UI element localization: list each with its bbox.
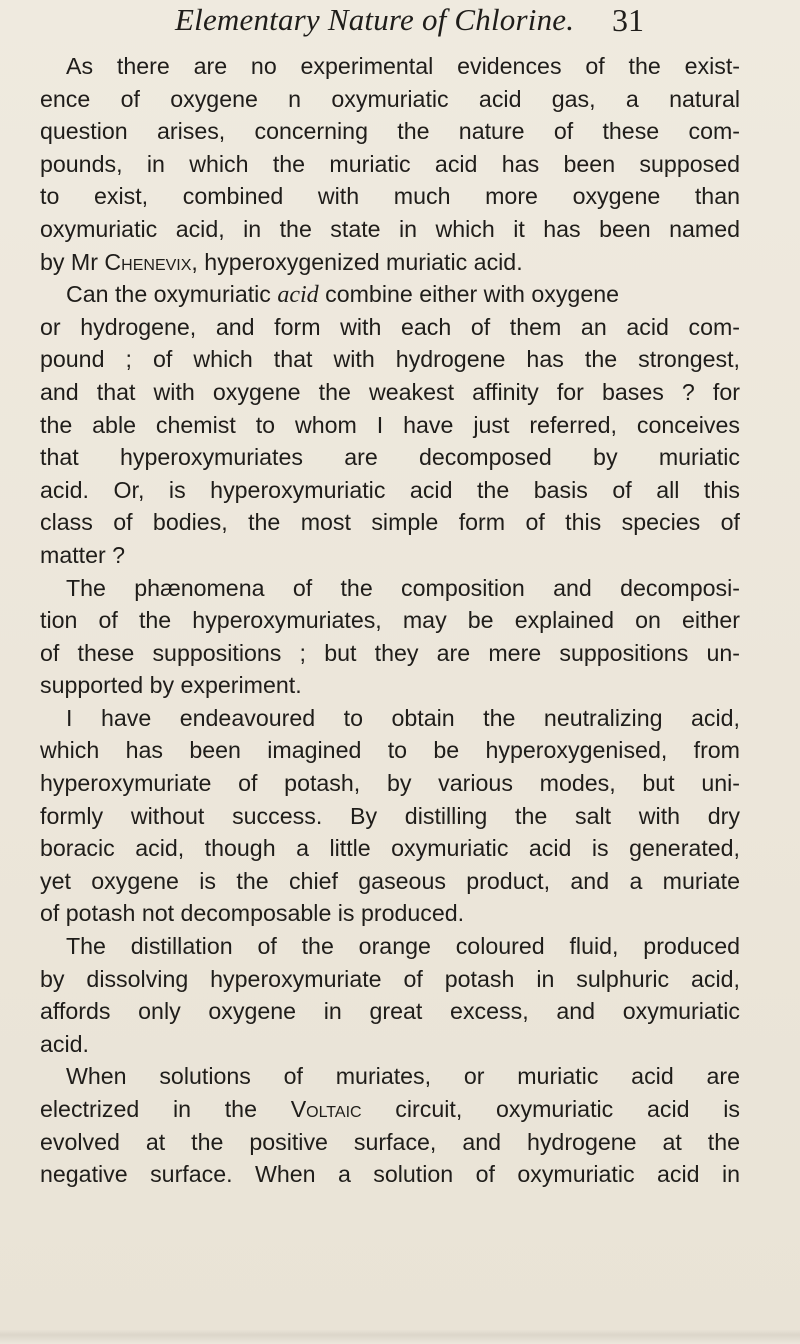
page-number: 31	[612, 2, 644, 38]
text-segment: electrized in the	[40, 1096, 291, 1122]
text-line	[40, 1093, 740, 1126]
body-text	[40, 50, 740, 1191]
text-line: boracic acid, though a little oxymuriatic acid is generated,	[40, 835, 740, 862]
text-line: the able chemist to whom I have just referred, conceives	[40, 411, 740, 438]
text-line: or hydrogene, and form with each of them an acid com-	[40, 313, 740, 340]
text-line: supported by experiment.	[40, 672, 302, 699]
page-header	[0, 0, 800, 42]
text-line: which has been imagined to be hyperoxygenised, from	[40, 737, 740, 764]
text-segment: by Mr	[40, 248, 105, 275]
text-segment: Can the oxymuriatic	[66, 281, 278, 308]
text-line: class of bodies, the most simple form of this species of	[40, 509, 740, 536]
text-line: The distillation of the orange coloured fluid, produced	[66, 933, 740, 960]
voltaic-word: Voltaic	[290, 1096, 362, 1122]
text-line: oxymuriatic acid, in the state in which it has been named	[40, 215, 740, 242]
text-segment: circuit, oxymuriatic acid is	[361, 1096, 740, 1122]
text-line: yet oxygene is the chief gaseous product, and a muriate	[40, 867, 740, 894]
text-line: to exist, combined with much more oxygene than	[40, 183, 740, 210]
text-line: acid. Or, is hyperoxymuriatic acid the basis of all this	[40, 476, 740, 503]
text-line: evolved at the positive surface, and hydrogene at the	[40, 1128, 740, 1155]
text-line: tion of the hyperoxymuriates, may be explained on either	[40, 607, 740, 634]
text-line: negative surface. When a solution of oxymuriatic acid in	[40, 1161, 740, 1188]
text-line: affords only oxygene in great excess, and oxymuriatic	[40, 998, 740, 1025]
text-segment: , hyperoxygenized muriatic acid.	[191, 248, 523, 275]
text-line: that hyperoxymuriates are decomposed by muriatic	[40, 444, 740, 471]
text-line: matter ?	[40, 541, 126, 568]
text-line: of potash not decomposable is produced.	[40, 900, 465, 927]
text-line: hyperoxymuriate of potash, by various modes, but uni-	[40, 770, 740, 797]
text-line: I have endeavoured to obtain the neutralizing acid,	[66, 704, 740, 731]
text-line: question arises, concerning the nature of these com-	[40, 118, 740, 145]
text-line: formly without success. By distilling the salt with dry	[40, 802, 740, 829]
text-line	[40, 246, 740, 279]
text-line: When solutions of muriates, or muriatic acid are	[66, 1063, 740, 1090]
running-title: Elementary Nature of Chlorine.	[175, 2, 575, 37]
text-line: acid.	[40, 1030, 89, 1057]
text-line: pound ; of which that with hydrogene has the strongest,	[40, 346, 740, 373]
page-bottom-edge	[0, 1330, 800, 1344]
text-line: of these suppositions ; but they are mere suppositions un-	[40, 639, 740, 666]
author-name: Chenevix	[104, 248, 192, 275]
text-line: As there are no experimental evidences of the exist-	[66, 53, 740, 79]
text-line: and that with oxygene the weakest affinity for bases ? for	[40, 378, 740, 405]
italic-word: acid	[277, 282, 319, 309]
text-segment: combine either with oxygene	[318, 281, 620, 308]
text-line: by dissolving hyperoxymuriate of potash in sulphuric acid,	[40, 965, 740, 992]
text-line: The phænomena of the composition and decomposi-	[66, 574, 740, 601]
text-line: pounds, in which the muriatic acid has been supposed	[40, 150, 740, 177]
text-line	[40, 278, 740, 311]
text-line: ence of oxygene n oxymuriatic acid gas, a natural	[40, 85, 740, 112]
